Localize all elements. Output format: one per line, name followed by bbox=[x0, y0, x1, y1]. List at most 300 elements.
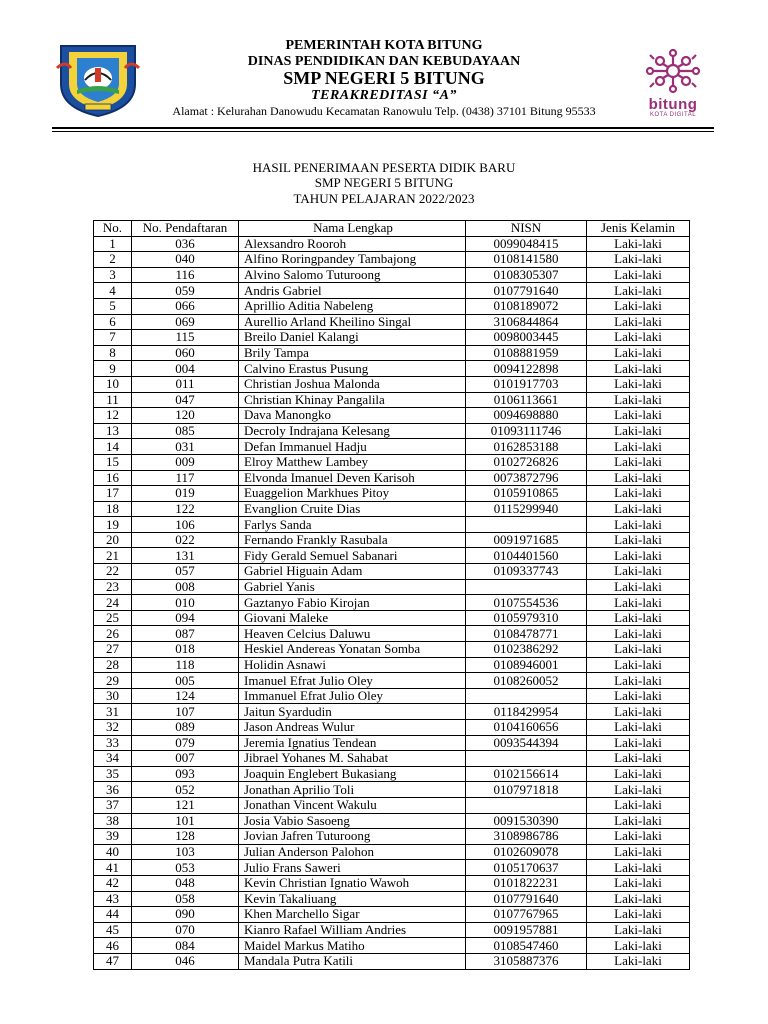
cell-no: 31 bbox=[94, 704, 132, 720]
cell-registration-number: 087 bbox=[132, 626, 239, 642]
cell-gender: Laki-laki bbox=[587, 392, 690, 408]
cell-no: 40 bbox=[94, 844, 132, 860]
cell-nisn: 0105910865 bbox=[466, 486, 587, 502]
cell-no: 33 bbox=[94, 735, 132, 751]
cell-gender: Laki-laki bbox=[587, 922, 690, 938]
cell-full-name: Elroy Matthew Lambey bbox=[239, 454, 466, 470]
cell-registration-number: 131 bbox=[132, 548, 239, 564]
table-row bbox=[94, 657, 690, 673]
cell-no: 5 bbox=[94, 298, 132, 314]
cell-gender: Laki-laki bbox=[587, 797, 690, 813]
cell-no: 23 bbox=[94, 579, 132, 595]
cell-gender: Laki-laki bbox=[587, 735, 690, 751]
cell-registration-number: 079 bbox=[132, 735, 239, 751]
cell-nisn: 0101822231 bbox=[466, 875, 587, 891]
table-row bbox=[94, 610, 690, 626]
cell-registration-number: 124 bbox=[132, 688, 239, 704]
cell-registration-number: 047 bbox=[132, 392, 239, 408]
cell-nisn: 0104401560 bbox=[466, 548, 587, 564]
cell-nisn: 0108478771 bbox=[466, 626, 587, 642]
cell-full-name: Christian Joshua Malonda bbox=[239, 376, 466, 392]
cell-full-name: Mandala Putra Katili bbox=[239, 953, 466, 969]
cell-gender: Laki-laki bbox=[587, 470, 690, 486]
cell-no: 24 bbox=[94, 595, 132, 611]
cell-registration-number: 005 bbox=[132, 673, 239, 689]
cell-registration-number: 118 bbox=[132, 657, 239, 673]
cell-registration-number: 093 bbox=[132, 766, 239, 782]
cell-gender: Laki-laki bbox=[587, 330, 690, 346]
letterhead bbox=[0, 0, 768, 132]
cell-no: 13 bbox=[94, 423, 132, 439]
cell-no: 30 bbox=[94, 688, 132, 704]
cell-nisn: 0109337743 bbox=[466, 564, 587, 580]
table-row bbox=[94, 517, 690, 533]
cell-no: 29 bbox=[94, 673, 132, 689]
table-row bbox=[94, 345, 690, 361]
cell-gender: Laki-laki bbox=[587, 673, 690, 689]
cell-gender: Laki-laki bbox=[587, 844, 690, 860]
cell-nisn: 0108141580 bbox=[466, 252, 587, 268]
cell-gender: Laki-laki bbox=[587, 860, 690, 876]
cell-no: 38 bbox=[94, 813, 132, 829]
cell-full-name: Andris Gabriel bbox=[239, 283, 466, 299]
cell-gender: Laki-laki bbox=[587, 813, 690, 829]
cell-registration-number: 019 bbox=[132, 486, 239, 502]
document-title: HASIL PENERIMAAN PESERTA DIDIK BARU bbox=[252, 160, 516, 175]
cell-nisn bbox=[466, 517, 587, 533]
table-row bbox=[94, 813, 690, 829]
cell-gender: Laki-laki bbox=[587, 564, 690, 580]
cell-full-name: Euaggelion Markhues Pitoy bbox=[239, 486, 466, 502]
cell-no: 20 bbox=[94, 532, 132, 548]
cell-registration-number: 117 bbox=[132, 470, 239, 486]
cell-full-name: Joaquin Englebert Bukasiang bbox=[239, 766, 466, 782]
cell-no: 22 bbox=[94, 564, 132, 580]
cell-full-name: Gabriel Yanis bbox=[239, 579, 466, 595]
cell-nisn: 0099048415 bbox=[466, 236, 587, 252]
cell-nisn bbox=[466, 797, 587, 813]
cell-no: 45 bbox=[94, 922, 132, 938]
table-row bbox=[94, 720, 690, 736]
table-row bbox=[94, 766, 690, 782]
table-row bbox=[94, 532, 690, 548]
table-row bbox=[94, 408, 690, 424]
table-row bbox=[94, 953, 690, 969]
cell-registration-number: 008 bbox=[132, 579, 239, 595]
cell-nisn bbox=[466, 751, 587, 767]
table-row bbox=[94, 267, 690, 283]
cell-no: 32 bbox=[94, 720, 132, 736]
cell-nisn: 0093544394 bbox=[466, 735, 587, 751]
table-row bbox=[94, 673, 690, 689]
cell-full-name: Breilo Daniel Kalangi bbox=[239, 330, 466, 346]
cell-gender: Laki-laki bbox=[587, 875, 690, 891]
table-row bbox=[94, 330, 690, 346]
cell-registration-number: 069 bbox=[132, 314, 239, 330]
cell-nisn: 0115299940 bbox=[466, 501, 587, 517]
cell-full-name: Aurellio Arland Kheilino Singal bbox=[239, 314, 466, 330]
cell-nisn: 3108986786 bbox=[466, 829, 587, 845]
table-row bbox=[94, 439, 690, 455]
cell-no: 35 bbox=[94, 766, 132, 782]
cell-full-name: Brily Tampa bbox=[239, 345, 466, 361]
cell-full-name: Holidin Asnawi bbox=[239, 657, 466, 673]
cell-nisn: 0107767965 bbox=[466, 907, 587, 923]
cell-gender: Laki-laki bbox=[587, 938, 690, 954]
cell-full-name: Josia Vabio Sasoeng bbox=[239, 813, 466, 829]
cell-gender: Laki-laki bbox=[587, 236, 690, 252]
cell-full-name: Christian Khinay Pangalila bbox=[239, 392, 466, 408]
cell-nisn: 0094122898 bbox=[466, 361, 587, 377]
cell-full-name: Defan Immanuel Hadju bbox=[239, 439, 466, 455]
cell-full-name: Gaztanyo Fabio Kirojan bbox=[239, 595, 466, 611]
cell-no: 39 bbox=[94, 829, 132, 845]
cell-registration-number: 060 bbox=[132, 345, 239, 361]
table-row bbox=[94, 236, 690, 252]
header-rule-thin bbox=[52, 131, 714, 132]
cell-gender: Laki-laki bbox=[587, 766, 690, 782]
cell-registration-number: 120 bbox=[132, 408, 239, 424]
cell-nisn: 0105979310 bbox=[466, 610, 587, 626]
cell-nisn: 0091971685 bbox=[466, 532, 587, 548]
header-rule-thick bbox=[52, 127, 714, 129]
cell-full-name: Fernando Frankly Rasubala bbox=[239, 532, 466, 548]
table-row bbox=[94, 548, 690, 564]
cell-full-name: Alvino Salomo Tuturoong bbox=[239, 267, 466, 283]
cell-gender: Laki-laki bbox=[587, 439, 690, 455]
cell-registration-number: 115 bbox=[132, 330, 239, 346]
cell-registration-number: 046 bbox=[132, 953, 239, 969]
cell-full-name: Dava Manongko bbox=[239, 408, 466, 424]
cell-nisn: 0107971818 bbox=[466, 782, 587, 798]
cell-gender: Laki-laki bbox=[587, 829, 690, 845]
document-year: TAHUN PELAJARAN 2022/2023 bbox=[293, 191, 475, 206]
cell-full-name: Calvino Erastus Pusung bbox=[239, 361, 466, 377]
table-row bbox=[94, 361, 690, 377]
cell-no: 43 bbox=[94, 891, 132, 907]
cell-full-name: Maidel Markus Matiho bbox=[239, 938, 466, 954]
document-school: SMP NEGERI 5 BITUNG bbox=[314, 175, 454, 190]
cell-gender: Laki-laki bbox=[587, 548, 690, 564]
cell-nisn: 0118429954 bbox=[466, 704, 587, 720]
table-body bbox=[94, 236, 690, 969]
cell-full-name: Kevin Christian Ignatio Wawoh bbox=[239, 875, 466, 891]
cell-full-name: Aprillio Aditia Nabeleng bbox=[239, 298, 466, 314]
cell-no: 14 bbox=[94, 439, 132, 455]
cell-gender: Laki-laki bbox=[587, 486, 690, 502]
cell-full-name: Jaitun Syardudin bbox=[239, 704, 466, 720]
cell-no: 7 bbox=[94, 330, 132, 346]
cell-full-name: Jonathan Aprilio Toli bbox=[239, 782, 466, 798]
cell-no: 2 bbox=[94, 252, 132, 268]
table-row bbox=[94, 564, 690, 580]
table-row bbox=[94, 423, 690, 439]
cell-full-name: Kianro Rafael William Andries bbox=[239, 922, 466, 938]
cell-registration-number: 040 bbox=[132, 252, 239, 268]
table-header-row bbox=[94, 221, 690, 237]
cell-full-name: Alfino Roringpandey Tambajong bbox=[239, 252, 466, 268]
cell-gender: Laki-laki bbox=[587, 891, 690, 907]
cell-registration-number: 084 bbox=[132, 938, 239, 954]
cell-nisn: 3105887376 bbox=[466, 953, 587, 969]
cell-gender: Laki-laki bbox=[587, 501, 690, 517]
cell-full-name: Fidy Gerald Semuel Sabanari bbox=[239, 548, 466, 564]
cell-no: 19 bbox=[94, 517, 132, 533]
cell-full-name: Heskiel Andereas Yonatan Somba bbox=[239, 642, 466, 658]
table-row bbox=[94, 454, 690, 470]
cell-gender: Laki-laki bbox=[587, 298, 690, 314]
cell-no: 21 bbox=[94, 548, 132, 564]
cell-gender: Laki-laki bbox=[587, 751, 690, 767]
header-registration-number: No. Pendaftaran bbox=[132, 221, 239, 237]
cell-nisn: 0102726826 bbox=[466, 454, 587, 470]
cell-registration-number: 048 bbox=[132, 875, 239, 891]
cell-no: 18 bbox=[94, 501, 132, 517]
cell-registration-number: 107 bbox=[132, 704, 239, 720]
cell-no: 34 bbox=[94, 751, 132, 767]
cell-nisn: 0108189072 bbox=[466, 298, 587, 314]
cell-full-name: Jibrael Yohanes M. Sahabat bbox=[239, 751, 466, 767]
cell-nisn: 0094698880 bbox=[466, 408, 587, 424]
cell-registration-number: 058 bbox=[132, 891, 239, 907]
cell-gender: Laki-laki bbox=[587, 610, 690, 626]
cell-nisn: 0098003445 bbox=[466, 330, 587, 346]
cell-gender: Laki-laki bbox=[587, 408, 690, 424]
cell-no: 3 bbox=[94, 267, 132, 283]
table-row bbox=[94, 283, 690, 299]
cell-nisn: 0107554536 bbox=[466, 595, 587, 611]
header-nisn: NISN bbox=[466, 221, 587, 237]
table-row bbox=[94, 392, 690, 408]
cell-no: 15 bbox=[94, 454, 132, 470]
cell-registration-number: 090 bbox=[132, 907, 239, 923]
cell-registration-number: 121 bbox=[132, 797, 239, 813]
cell-no: 8 bbox=[94, 345, 132, 361]
cell-gender: Laki-laki bbox=[587, 252, 690, 268]
table-row bbox=[94, 376, 690, 392]
cell-registration-number: 057 bbox=[132, 564, 239, 580]
table-row bbox=[94, 252, 690, 268]
cell-gender: Laki-laki bbox=[587, 423, 690, 439]
table-row bbox=[94, 751, 690, 767]
cell-no: 47 bbox=[94, 953, 132, 969]
cell-registration-number: 066 bbox=[132, 298, 239, 314]
header-full-name: Nama Lengkap bbox=[239, 221, 466, 237]
cell-nisn: 0102609078 bbox=[466, 844, 587, 860]
table-row bbox=[94, 626, 690, 642]
cell-registration-number: 018 bbox=[132, 642, 239, 658]
cell-nisn: 0108881959 bbox=[466, 345, 587, 361]
cell-no: 10 bbox=[94, 376, 132, 392]
cell-gender: Laki-laki bbox=[587, 532, 690, 548]
cell-full-name: Jason Andreas Wulur bbox=[239, 720, 466, 736]
cell-gender: Laki-laki bbox=[587, 688, 690, 704]
cell-nisn: 0162853188 bbox=[466, 439, 587, 455]
table-row bbox=[94, 891, 690, 907]
cell-full-name: Kevin Takaliuang bbox=[239, 891, 466, 907]
cell-gender: Laki-laki bbox=[587, 314, 690, 330]
table-row bbox=[94, 782, 690, 798]
cell-full-name: Giovani Maleke bbox=[239, 610, 466, 626]
cell-gender: Laki-laki bbox=[587, 376, 690, 392]
cell-no: 6 bbox=[94, 314, 132, 330]
table-row bbox=[94, 797, 690, 813]
table-row bbox=[94, 704, 690, 720]
header-no: No. bbox=[94, 221, 132, 237]
cell-no: 28 bbox=[94, 657, 132, 673]
cell-nisn: 0102386292 bbox=[466, 642, 587, 658]
cell-no: 44 bbox=[94, 907, 132, 923]
table-row bbox=[94, 938, 690, 954]
cell-full-name: Khen Marchello Sigar bbox=[239, 907, 466, 923]
cell-nisn: 0073872796 bbox=[466, 470, 587, 486]
cell-gender: Laki-laki bbox=[587, 626, 690, 642]
school-name: SMP NEGERI 5 BITUNG bbox=[283, 68, 485, 88]
cell-full-name: Gabriel Higuain Adam bbox=[239, 564, 466, 580]
student-table bbox=[93, 220, 690, 970]
cell-registration-number: 070 bbox=[132, 922, 239, 938]
cell-registration-number: 011 bbox=[132, 376, 239, 392]
cell-registration-number: 052 bbox=[132, 782, 239, 798]
cell-registration-number: 022 bbox=[132, 532, 239, 548]
cell-full-name: Jeremia Ignatius Tendean bbox=[239, 735, 466, 751]
cell-registration-number: 128 bbox=[132, 829, 239, 845]
cell-no: 1 bbox=[94, 236, 132, 252]
cell-nisn bbox=[466, 579, 587, 595]
table-row bbox=[94, 579, 690, 595]
cell-full-name: Decroly Indrajana Kelesang bbox=[239, 423, 466, 439]
cell-no: 41 bbox=[94, 860, 132, 876]
table-row bbox=[94, 844, 690, 860]
cell-nisn: 0108305307 bbox=[466, 267, 587, 283]
cell-gender: Laki-laki bbox=[587, 704, 690, 720]
cell-registration-number: 089 bbox=[132, 720, 239, 736]
table-row bbox=[94, 501, 690, 517]
cell-gender: Laki-laki bbox=[587, 267, 690, 283]
cell-no: 4 bbox=[94, 283, 132, 299]
cell-registration-number: 122 bbox=[132, 501, 239, 517]
cell-registration-number: 103 bbox=[132, 844, 239, 860]
cell-nisn bbox=[466, 688, 587, 704]
table-row bbox=[94, 860, 690, 876]
table-row bbox=[94, 922, 690, 938]
cell-full-name: Heaven Celcius Daluwu bbox=[239, 626, 466, 642]
cell-registration-number: 094 bbox=[132, 610, 239, 626]
cell-gender: Laki-laki bbox=[587, 782, 690, 798]
cell-gender: Laki-laki bbox=[587, 953, 690, 969]
header-gender: Jenis Kelamin bbox=[587, 221, 690, 237]
cell-registration-number: 053 bbox=[132, 860, 239, 876]
cell-gender: Laki-laki bbox=[587, 907, 690, 923]
cell-registration-number: 106 bbox=[132, 517, 239, 533]
cell-no: 9 bbox=[94, 361, 132, 377]
cell-registration-number: 036 bbox=[132, 236, 239, 252]
cell-full-name: Imanuel Efrat Julio Oley bbox=[239, 673, 466, 689]
cell-nisn: 0091530390 bbox=[466, 813, 587, 829]
cell-registration-number: 059 bbox=[132, 283, 239, 299]
cell-registration-number: 010 bbox=[132, 595, 239, 611]
cell-registration-number: 085 bbox=[132, 423, 239, 439]
bitung-logo-wordmark: bitung bbox=[648, 96, 698, 113]
cell-full-name: Immanuel Efrat Julio Oley bbox=[239, 688, 466, 704]
cell-nisn: 01093111746 bbox=[466, 423, 587, 439]
cell-nisn: 0108946001 bbox=[466, 657, 587, 673]
accreditation-line: TERAKREDITASI “A” bbox=[311, 88, 457, 103]
bitung-logo-subtitle: KOTA DIGITAL bbox=[649, 112, 697, 118]
table-row bbox=[94, 907, 690, 923]
cell-full-name: Jonathan Vincent Wakulu bbox=[239, 797, 466, 813]
department-line: DINAS PENDIDIKAN DAN KEBUDAYAAN bbox=[247, 54, 521, 69]
cell-gender: Laki-laki bbox=[587, 657, 690, 673]
cell-nisn: 3106844864 bbox=[466, 314, 587, 330]
cell-registration-number: 031 bbox=[132, 439, 239, 455]
table-row bbox=[94, 314, 690, 330]
table-row bbox=[94, 486, 690, 502]
cell-full-name: Evanglion Cruite Dias bbox=[239, 501, 466, 517]
cell-nisn: 0108547460 bbox=[466, 938, 587, 954]
cell-no: 46 bbox=[94, 938, 132, 954]
cell-nisn: 0091957881 bbox=[466, 922, 587, 938]
cell-nisn: 0108260052 bbox=[466, 673, 587, 689]
cell-no: 12 bbox=[94, 408, 132, 424]
table-row bbox=[94, 470, 690, 486]
cell-nisn: 0106113661 bbox=[466, 392, 587, 408]
cell-gender: Laki-laki bbox=[587, 345, 690, 361]
cell-full-name: Jovian Jafren Tuturoong bbox=[239, 829, 466, 845]
cell-registration-number: 004 bbox=[132, 361, 239, 377]
table-row bbox=[94, 829, 690, 845]
cell-nisn: 0105170637 bbox=[466, 860, 587, 876]
table-row bbox=[94, 735, 690, 751]
cell-no: 27 bbox=[94, 642, 132, 658]
cell-gender: Laki-laki bbox=[587, 283, 690, 299]
cell-nisn: 0104160656 bbox=[466, 720, 587, 736]
cell-gender: Laki-laki bbox=[587, 517, 690, 533]
cell-full-name: Alexsandro Rooroh bbox=[239, 236, 466, 252]
cell-nisn: 0107791640 bbox=[466, 891, 587, 907]
government-line: PEMERINTAH KOTA BITUNG bbox=[285, 38, 483, 53]
cell-nisn: 0101917703 bbox=[466, 376, 587, 392]
cell-registration-number: 101 bbox=[132, 813, 239, 829]
cell-no: 25 bbox=[94, 610, 132, 626]
cell-registration-number: 009 bbox=[132, 454, 239, 470]
cell-full-name: Julio Frans Saweri bbox=[239, 860, 466, 876]
cell-no: 36 bbox=[94, 782, 132, 798]
cell-full-name: Julian Anderson Palohon bbox=[239, 844, 466, 860]
table-row bbox=[94, 298, 690, 314]
table-row bbox=[94, 642, 690, 658]
cell-gender: Laki-laki bbox=[587, 595, 690, 611]
cell-no: 26 bbox=[94, 626, 132, 642]
address-line: Alamat : Kelurahan Danowudu Kecamatan Ranowulu Telp. (0438) 37101 Bitung 95533 bbox=[172, 104, 596, 118]
cell-full-name: Elvonda Imanuel Deven Karisoh bbox=[239, 470, 466, 486]
cell-gender: Laki-laki bbox=[587, 361, 690, 377]
cell-no: 11 bbox=[94, 392, 132, 408]
cell-gender: Laki-laki bbox=[587, 579, 690, 595]
cell-registration-number: 007 bbox=[132, 751, 239, 767]
table-row bbox=[94, 595, 690, 611]
table-row bbox=[94, 875, 690, 891]
cell-no: 37 bbox=[94, 797, 132, 813]
cell-nisn: 0107791640 bbox=[466, 283, 587, 299]
cell-registration-number: 116 bbox=[132, 267, 239, 283]
cell-gender: Laki-laki bbox=[587, 642, 690, 658]
cell-full-name: Farlys Sanda bbox=[239, 517, 466, 533]
cell-no: 42 bbox=[94, 875, 132, 891]
cell-no: 16 bbox=[94, 470, 132, 486]
cell-gender: Laki-laki bbox=[587, 720, 690, 736]
cell-no: 17 bbox=[94, 486, 132, 502]
